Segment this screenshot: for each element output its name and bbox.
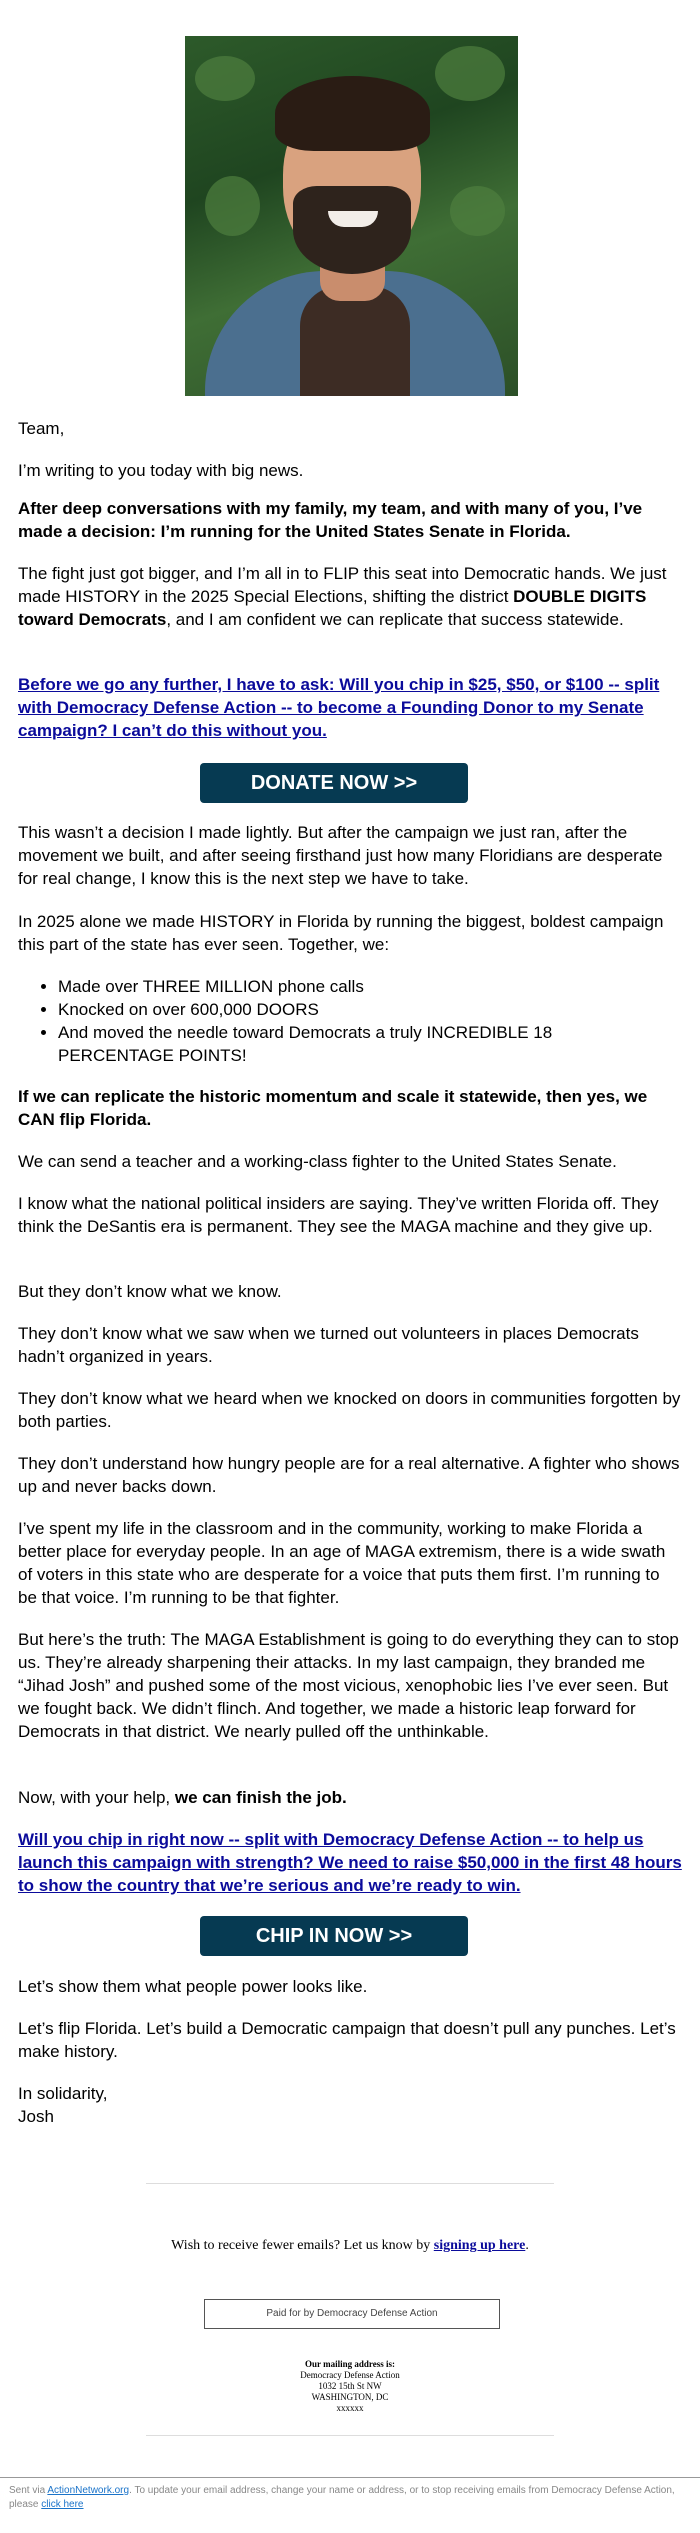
paragraph-flip-florida: If we can replicate the historic momentum and scale it statewide, then yes, we CAN flip Florida. (18, 1087, 648, 1129)
accomplishments-list (40, 975, 578, 1067)
paragraph-finish-job: Now, with your help, we can finish the job. (18, 1788, 347, 1807)
paragraph-people-power: Let’s show them what people power looks like. (18, 1977, 368, 1996)
mailing-address-heading: Our mailing address is: (305, 2359, 395, 2369)
mailing-address-line: 1032 15th St NW (318, 2381, 382, 2391)
email-preferences: Wish to receive fewer emails? Let us know by signing up here. (171, 2238, 529, 2253)
list-item: • Made over THREE MILLION phone calls (58, 975, 578, 998)
paragraph-teacher: We can send a teacher and a working-class fighter to the United States Senate. (18, 1152, 617, 1171)
signing-up-link[interactable]: signing up here (433, 2238, 526, 2253)
divider (146, 2183, 554, 2184)
paragraph-classroom: I’ve spent my life in the classroom and in the community, working to make Florida a better place for everyday people. In an age of MAGA extremism, there is a wide swath of voters in this state who are desperate for a voice that puts them first. I’m running to be that voice. I’m running to be that fighter. (18, 1519, 666, 1607)
actionnetwork-link[interactable]: ActionNetwork.org (47, 2485, 130, 2496)
paragraph-history: In 2025 alone we made HISTORY in Florida by running the biggest, boldest campaign this part of the state has ever seen. Together, we: (18, 912, 664, 954)
paragraph-we-know: But they don’t know what we know. (18, 1282, 282, 1301)
chip-in-ask-link[interactable]: Will you chip in right now -- split with Democracy Defense Action -- to help us launch this campaign with strength? We need to raise $50,000 in the first 48 hours to show the country that we’re serious and we’re ready to win. (18, 1830, 682, 1895)
paragraph-flip-seat: The fight just got bigger, and I’m all in to FLIP this seat into Democratic hands. We just made HISTORY in the 2025 Special Elections, shifting the district DOUBLE DIGITS toward Democrats, and I am confident we can replicate that success statewide. (18, 564, 667, 629)
paragraph-insiders: I know what the national political insiders are saying. They’ve written Florida off. They think the DeSantis era is permanent. They see the MAGA machine and they give up. (18, 1194, 659, 1236)
divider (146, 2435, 554, 2436)
paragraph-doors: They don’t know what we heard when we knocked on doors in communities forgotten by both parties. (18, 1389, 681, 1431)
signature: Josh (18, 2107, 54, 2126)
paragraph-volunteers: They don’t know what we saw when we turned out volunteers in places Democrats hadn’t organized in years. (18, 1324, 639, 1366)
intro-paragraph: I’m writing to you today with big news. (18, 461, 304, 480)
paragraph-flip-florida-closing: Let’s flip Florida. Let’s build a Democratic campaign that doesn’t pull any punches. Let’s make history. (18, 2019, 676, 2061)
footer-notice: Sent via ActionNetwork.org. To update your email address, change your name or address, or to stop receiving emails from Democracy Defense Action, please click here (9, 2485, 675, 2510)
greeting: Team, (18, 419, 65, 438)
list-item: • Knocked on over 600,000 DOORS (58, 998, 578, 1021)
signoff: In solidarity, (18, 2084, 108, 2103)
announcement-paragraph: After deep conversations with my family, my team, and with many of you, I’ve made a decision: I’m running for the United States Senate in Florida. (18, 499, 643, 541)
mailing-address-line: Democracy Defense Action (300, 2370, 400, 2380)
paragraph-alternative: They don’t understand how hungry people are for a real alternative. A fighter who shows up and never backs down. (18, 1454, 680, 1496)
footer-divider (0, 2477, 700, 2478)
paragraph-decision: This wasn’t a decision I made lightly. But after the campaign we just ran, after the movement we built, and after seeing firsthand just how many Floridians are desperate for real change, I know this is the next step we have to take. (18, 823, 663, 888)
mailing-address-line: WASHINGTON, DC (311, 2392, 389, 2402)
donate-ask-link[interactable]: Before we go any further, I have to ask: Will you chip in $25, $50, or $100 -- split with Democracy Defense Action -- to become a Founding Donor to my Senate campaign? I can’t do this without you. (18, 675, 660, 740)
donate-now-button[interactable]: DONATE NOW >> (200, 763, 468, 803)
mailing-address-line: xxxxxx (336, 2403, 364, 2413)
list-item: • And moved the needle toward Democrats a truly INCREDIBLE 18 PERCENTAGE POINTS! (58, 1021, 578, 1067)
chip-in-now-button[interactable]: CHIP IN NOW >> (200, 1916, 468, 1956)
paid-for-disclaimer: Paid for by Democracy Defense Action (204, 2299, 500, 2329)
click-here-link[interactable]: click here (41, 2499, 84, 2510)
paragraph-truth: But here’s the truth: The MAGA Establishment is going to do everything they can to stop us. They’re already sharpening their attacks. In my last campaign, they branded me “Jihad Josh” and pushed some of the most vicious, xenophobic lies I’ve ever seen. But we fought back. We didn’t flinch. And together, we made a historic leap forward for Democrats in that district. We nearly pulled off the unthinkable. (18, 1630, 679, 1741)
candidate-photo (185, 36, 518, 396)
